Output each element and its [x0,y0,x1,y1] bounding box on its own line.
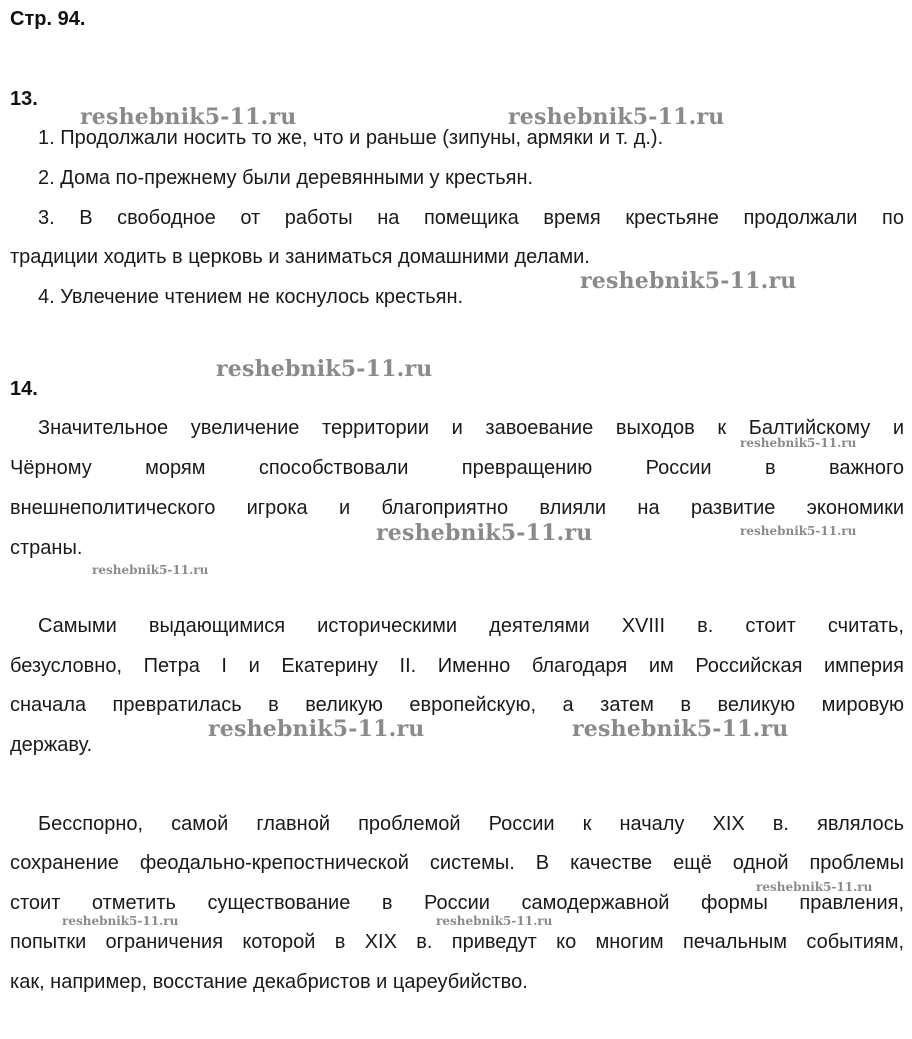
task-13-item-2: 2. Дома по-прежнему были деревянными у крестьян. [38,167,534,189]
task-14-para-3-line-3: стоит отметить существование в России самодержавной формы правления, [10,892,904,914]
task-14-para-1-line-3: внешнеполитического игрока и благоприятно влияли на развитие экономики [10,497,904,519]
watermark: reshebnik5-11.ru [740,436,857,450]
task-13-item-1: 1. Продолжали носить то же, что и раньше (зипуны, армяки и т. д.). [38,127,664,149]
watermark: reshebnik5-11.ru [756,880,873,894]
task-14-number: 14. [10,378,38,400]
task-14-para-2-line-2: безусловно, Петра I и Екатерину II. Именно благодаря им Российская империя [10,655,904,677]
task-14-para-1-line-4: страны. [10,537,83,559]
task-13-item-3-line-1: 3. В свободное от работы на помещика время крестьяне продолжали по [38,207,904,229]
task-13-number: 13. [10,88,38,110]
task-14-para-2-line-1: Самыми выдающимися историческими деятелями XVIII в. стоит считать, [38,615,904,637]
task-14-para-3-line-4: попытки ограничения которой в XIX в. приведут ко многим печальным событиям, [10,931,904,953]
watermark: reshebnik5-11.ru [436,914,553,928]
task-13-item-3-line-2: традиции ходить в церковь и заниматься домашними делами. [10,246,590,268]
task-14-para-1-line-1: Значительное увеличение территории и завоевание выходов к Балтийскому и [38,417,904,439]
task-13-item-4: 4. Увлечение чтением не коснулось крестьян. [38,286,464,308]
watermark: reshebnik5-11.ru [740,524,857,538]
watermark: reshebnik5-11.ru [208,716,425,742]
watermark: reshebnik5-11.ru [376,520,593,546]
task-14-para-3-line-5: как, например, восстание декабристов и цареубийство. [10,971,528,993]
task-14-para-2-line-3: сначала превратилась в великую европейскую, а затем в великую мировую [10,694,904,716]
watermark: reshebnik5-11.ru [508,104,725,130]
watermark: reshebnik5-11.ru [80,104,297,130]
watermark: reshebnik5-11.ru [580,268,797,294]
task-14-para-2-line-4: державу. [10,734,93,756]
watermark: reshebnik5-11.ru [216,356,433,382]
task-14-para-3-line-1: Бесспорно, самой главной проблемой России к началу XIX в. являлось [38,813,904,835]
task-14-para-3-line-2: сохранение феодально-крепостнической системы. В качестве ещё одной проблемы [10,852,904,874]
watermark: reshebnik5-11.ru [92,563,209,577]
watermark: reshebnik5-11.ru [62,914,179,928]
task-14-para-1-line-2: Чёрному морям способствовали превращению России в важного [10,457,904,479]
watermark: reshebnik5-11.ru [572,716,789,742]
page-header: Стр. 94. [10,8,86,30]
